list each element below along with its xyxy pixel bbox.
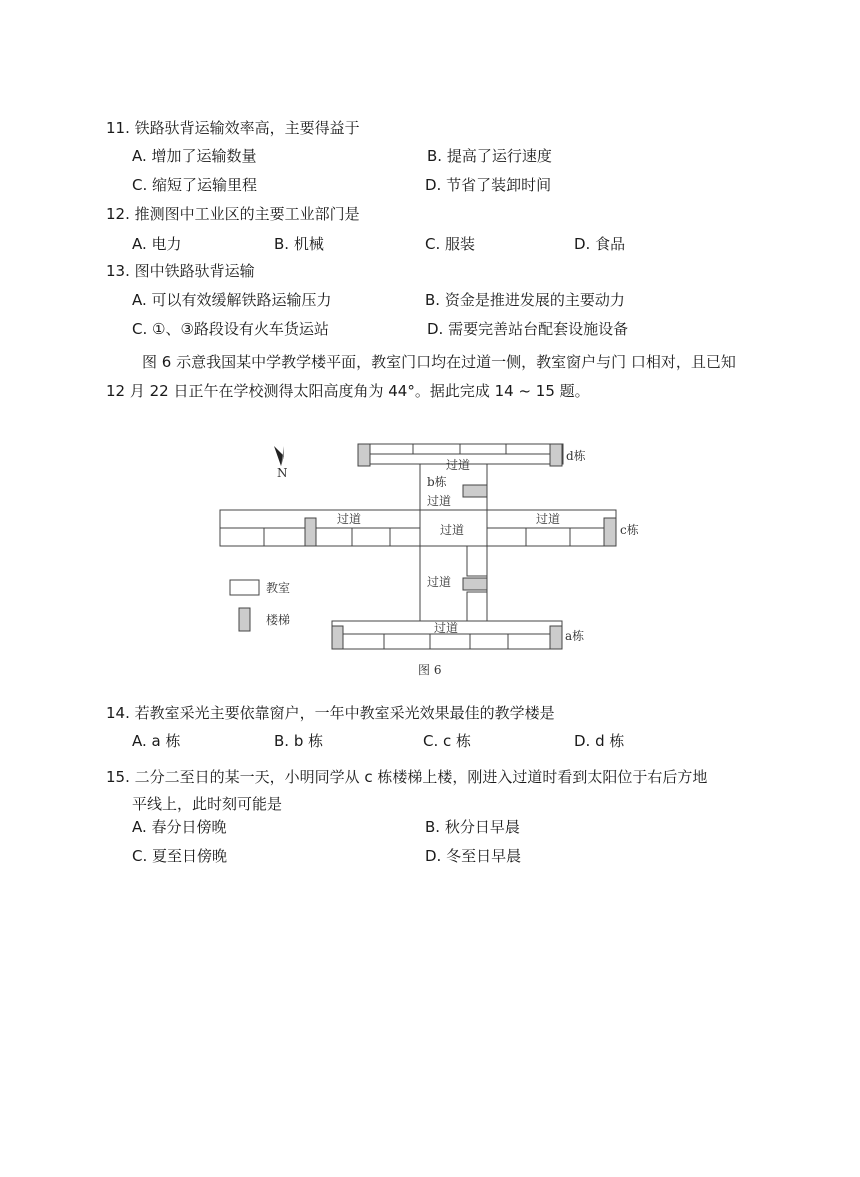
q12-option-a: A. 电力: [132, 235, 182, 253]
q11-option-b: B. 提高了运行速度: [427, 147, 552, 165]
q14-option-a: A. a 栋: [132, 732, 181, 750]
q11-option-a: A. 增加了运输数量: [132, 147, 257, 165]
north-arrow-icon: [274, 446, 288, 480]
q15-option-b: B. 秋分日早晨: [425, 818, 520, 836]
stairs-middle-west: [305, 518, 316, 546]
stairs-a-east: [550, 626, 562, 649]
q11-stem: 11. 铁路驮背运输效率高，主要得益于: [106, 119, 360, 137]
label-corridor-lower: 过道: [427, 575, 452, 589]
q14-option-b: B. b 栋: [274, 732, 324, 750]
legend-classroom-swatch: [230, 580, 259, 595]
label-corridor-center: 过道: [440, 523, 465, 537]
q11-option-d: D. 节省了装卸时间: [425, 176, 552, 194]
label-corridor-west: 过道: [337, 512, 362, 526]
intro-paragraph: 图 6 示意我国某中学教学楼平面，教室门口均在过道一侧，教室窗户与门 口相对，且已知 12 月 22 日正午在学校测得太阳高度角为 44°。据此完成 14 ~ 15 题。: [106, 353, 736, 400]
label-building-c: c栋: [620, 523, 639, 537]
q14-option-c: C. c 栋: [423, 732, 472, 750]
figure-caption: 图 6: [418, 663, 442, 677]
label-building-a: a栋: [565, 629, 585, 643]
q13-option-b: B. 资金是推进发展的主要动力: [425, 291, 625, 309]
q13-stem: 13. 图中铁路驮背运输: [106, 262, 255, 280]
stairs-d-east: [550, 444, 562, 466]
q14-option-d: D. d 栋: [574, 732, 625, 750]
q12-option-c: C. 服装: [425, 235, 476, 253]
q14-stem: 14. 若教室采光主要依靠窗户，一年中教室采光效果最佳的教学楼是: [106, 704, 555, 722]
legend-stairs-swatch: [239, 608, 250, 631]
q11-option-c: C. 缩短了运输里程: [132, 176, 258, 194]
label-corridor-d: 过道: [446, 458, 471, 472]
legend-stairs-label: 楼梯: [266, 613, 291, 627]
stairs-c: [604, 518, 616, 546]
q12-option-d: D. 食品: [574, 235, 626, 253]
stairs-d-west: [358, 444, 370, 466]
stairs-b: [463, 485, 487, 497]
north-label: N: [277, 466, 288, 480]
q15-option-a: A. 春分日傍晚: [132, 818, 227, 836]
q12-stem: 12. 推测图中工业区的主要工业部门是: [106, 205, 360, 223]
q13-option-c: C. ①、③路段设有火车货运站: [132, 320, 329, 338]
q15-stem-line2: 平线上，此时刻可能是: [132, 795, 283, 813]
label-corridor-a: 过道: [434, 621, 459, 635]
stairs-a-west: [332, 626, 343, 649]
q12-option-b: B. 机械: [274, 235, 324, 253]
q15-option-d: D. 冬至日早晨: [425, 847, 522, 865]
q15-option-c: C. 夏至日傍晚: [132, 847, 228, 865]
label-building-b: b栋: [427, 475, 447, 489]
label-building-d: d栋: [566, 449, 586, 463]
q13-option-a: A. 可以有效缓解铁路运输压力: [132, 291, 332, 309]
label-corridor-east: 过道: [536, 512, 561, 526]
q15-stem-line1: 15. 二分二至日的某一天，小明同学从 c 栋楼梯上楼，刚进入过道时看到太阳位于右后方地: [106, 768, 708, 786]
q13-option-d: D. 需要完善站台配套设施设备: [427, 320, 629, 338]
stairs-lower-connector: [463, 578, 487, 590]
label-corridor-b: 过道: [427, 494, 452, 508]
legend-classroom-label: 教室: [266, 581, 291, 595]
